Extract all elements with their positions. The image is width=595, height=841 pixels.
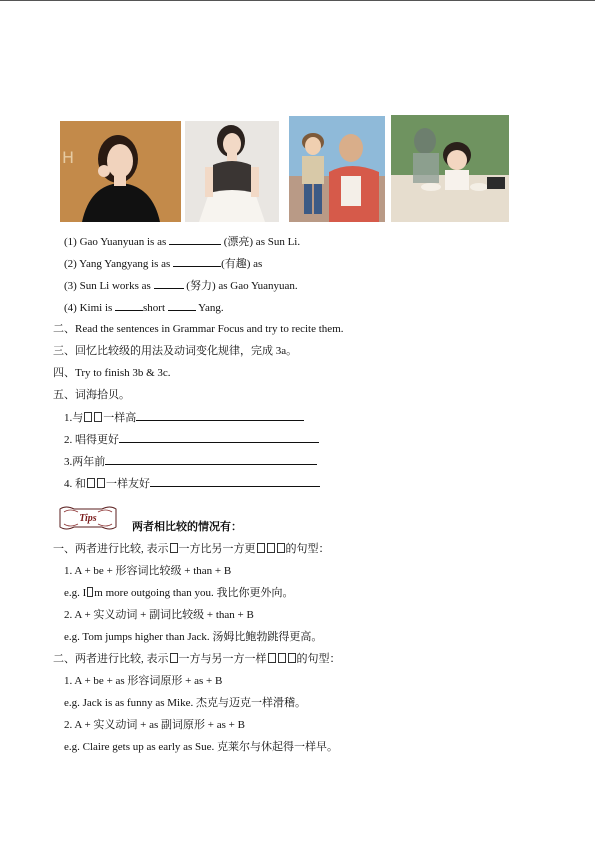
missing-char-box [268, 653, 276, 663]
grammar-section-2 [53, 652, 341, 666]
vocab-1 [64, 410, 304, 425]
grammar-section-2-text: 二、两者进行比较, 表示 [53, 653, 169, 665]
missing-char-box [94, 412, 102, 422]
task-3: 三、回忆比较级的用法及动词变化规律，完成 3a。 [53, 345, 298, 357]
exercise-4-text: (4) Kimi is [64, 302, 116, 314]
missing-char-box [170, 543, 178, 553]
exercise-3-text-end: (努力) as Gao Yuanyuan. [183, 280, 298, 292]
exercise-1-text-end: (漂亮) as Sun Li. [220, 236, 301, 248]
missing-char-box [277, 543, 285, 553]
vocab-2-text: 2. 唱得更好 [64, 434, 119, 446]
example-3: e.g. Jack is as funny as Mike. 杰克与迈克一样滑稽。 [64, 697, 306, 709]
rule-2: 2. A + 实义动词 + 副词比较级 + than + B [64, 609, 254, 621]
exercise-2-blank[interactable] [173, 256, 221, 267]
vocab-1-text: 1.与 [64, 412, 84, 424]
exercise-1 [64, 234, 300, 249]
photo-strip [60, 113, 520, 223]
photo-man-and-boy [289, 116, 385, 222]
missing-char-box [97, 478, 105, 488]
missing-char-box [288, 653, 296, 663]
rule-1: 1. A + be + 形容词比较级 + than + B [64, 565, 232, 577]
grammar-section-1-text-end: 的句型： [285, 543, 330, 555]
exercise-1-text: (1) Gao Yuanyuan is as [64, 236, 169, 248]
task-2: 二、Read the sentences in Grammar Focus and try to recite them. [53, 323, 344, 335]
exercise-2-text-end: (有趣) as [221, 258, 263, 270]
rule-4: 2. A + 实义动词 + as 副词原形 + as + B [64, 719, 245, 731]
example-1-text-end: m more outgoing than you. 我比你更外向。 [94, 587, 294, 599]
vocab-2-blank[interactable] [119, 432, 319, 443]
vocab-1-text-end: 一样高 [103, 412, 137, 424]
missing-char-box [170, 653, 178, 663]
exercise-2 [64, 256, 262, 271]
exercise-3-text: (3) Sun Li works as [64, 280, 154, 292]
task-5: 五、词海拾贝。 [53, 389, 130, 401]
exercise-4-blank-1[interactable] [115, 300, 143, 311]
page-top-rule [0, 0, 595, 1]
vocab-3-blank[interactable] [105, 454, 317, 465]
missing-char-box [257, 543, 265, 553]
vocab-3-text: 3.两年前 [64, 456, 106, 468]
task-4: 四、Try to finish 3b & 3c. [53, 367, 171, 379]
vocab-4-text-end: 一样友好 [106, 478, 150, 490]
exercise-2-text: (2) Yang Yangyang is as [64, 258, 174, 270]
tips-badge [56, 505, 116, 529]
vocab-1-blank[interactable] [136, 410, 304, 421]
missing-char-box [278, 653, 286, 663]
photo-sun-li [185, 121, 279, 222]
missing-char-box [267, 543, 275, 553]
vocab-3 [64, 454, 317, 469]
example-1 [64, 586, 294, 600]
example-2: e.g. Tom jumps higher than Jack. 汤姆比鲍勃跳得更高。 [64, 631, 323, 643]
grammar-section-1-text: 一、两者进行比较, 表示 [53, 543, 169, 555]
grammar-section-1-text-mid: 一方比另一方更 [178, 543, 256, 555]
exercise-3-blank[interactable] [154, 278, 184, 289]
grammar-section-2-text-end: 的句型： [296, 653, 341, 665]
missing-char-box [84, 412, 92, 422]
missing-char-box [87, 587, 93, 597]
exercise-4-text-end: Yang. [195, 302, 224, 314]
svg-text:H: H [62, 148, 75, 167]
grammar-section-2-text-mid: 一方与另一方一样 [178, 653, 267, 665]
example-1-text: e.g. I [64, 587, 87, 599]
missing-char-box [87, 478, 95, 488]
grammar-section-1 [53, 542, 330, 556]
vocab-4-blank[interactable] [150, 476, 320, 487]
example-4: e.g. Claire gets up as early as Sue. 克莱尔与休起得一样早。 [64, 741, 339, 753]
vocab-4-text: 4. 和 [64, 478, 86, 490]
vocab-4 [64, 476, 320, 491]
exercise-4-blank-2[interactable] [168, 300, 196, 311]
photo-girl-at-table [391, 115, 509, 222]
photo-gao-yuanyuan [60, 121, 181, 222]
exercise-4-text-mid: short [143, 302, 168, 314]
exercise-3 [64, 278, 298, 293]
tips-title: 两者相比较的情况有： [132, 520, 242, 533]
exercise-1-blank[interactable] [169, 234, 221, 245]
exercise-4 [64, 300, 224, 315]
tips-badge-text: Tips [79, 513, 97, 524]
rule-3: 1. A + be + as 形容词原形 + as + B [64, 675, 223, 687]
vocab-2 [64, 432, 319, 447]
